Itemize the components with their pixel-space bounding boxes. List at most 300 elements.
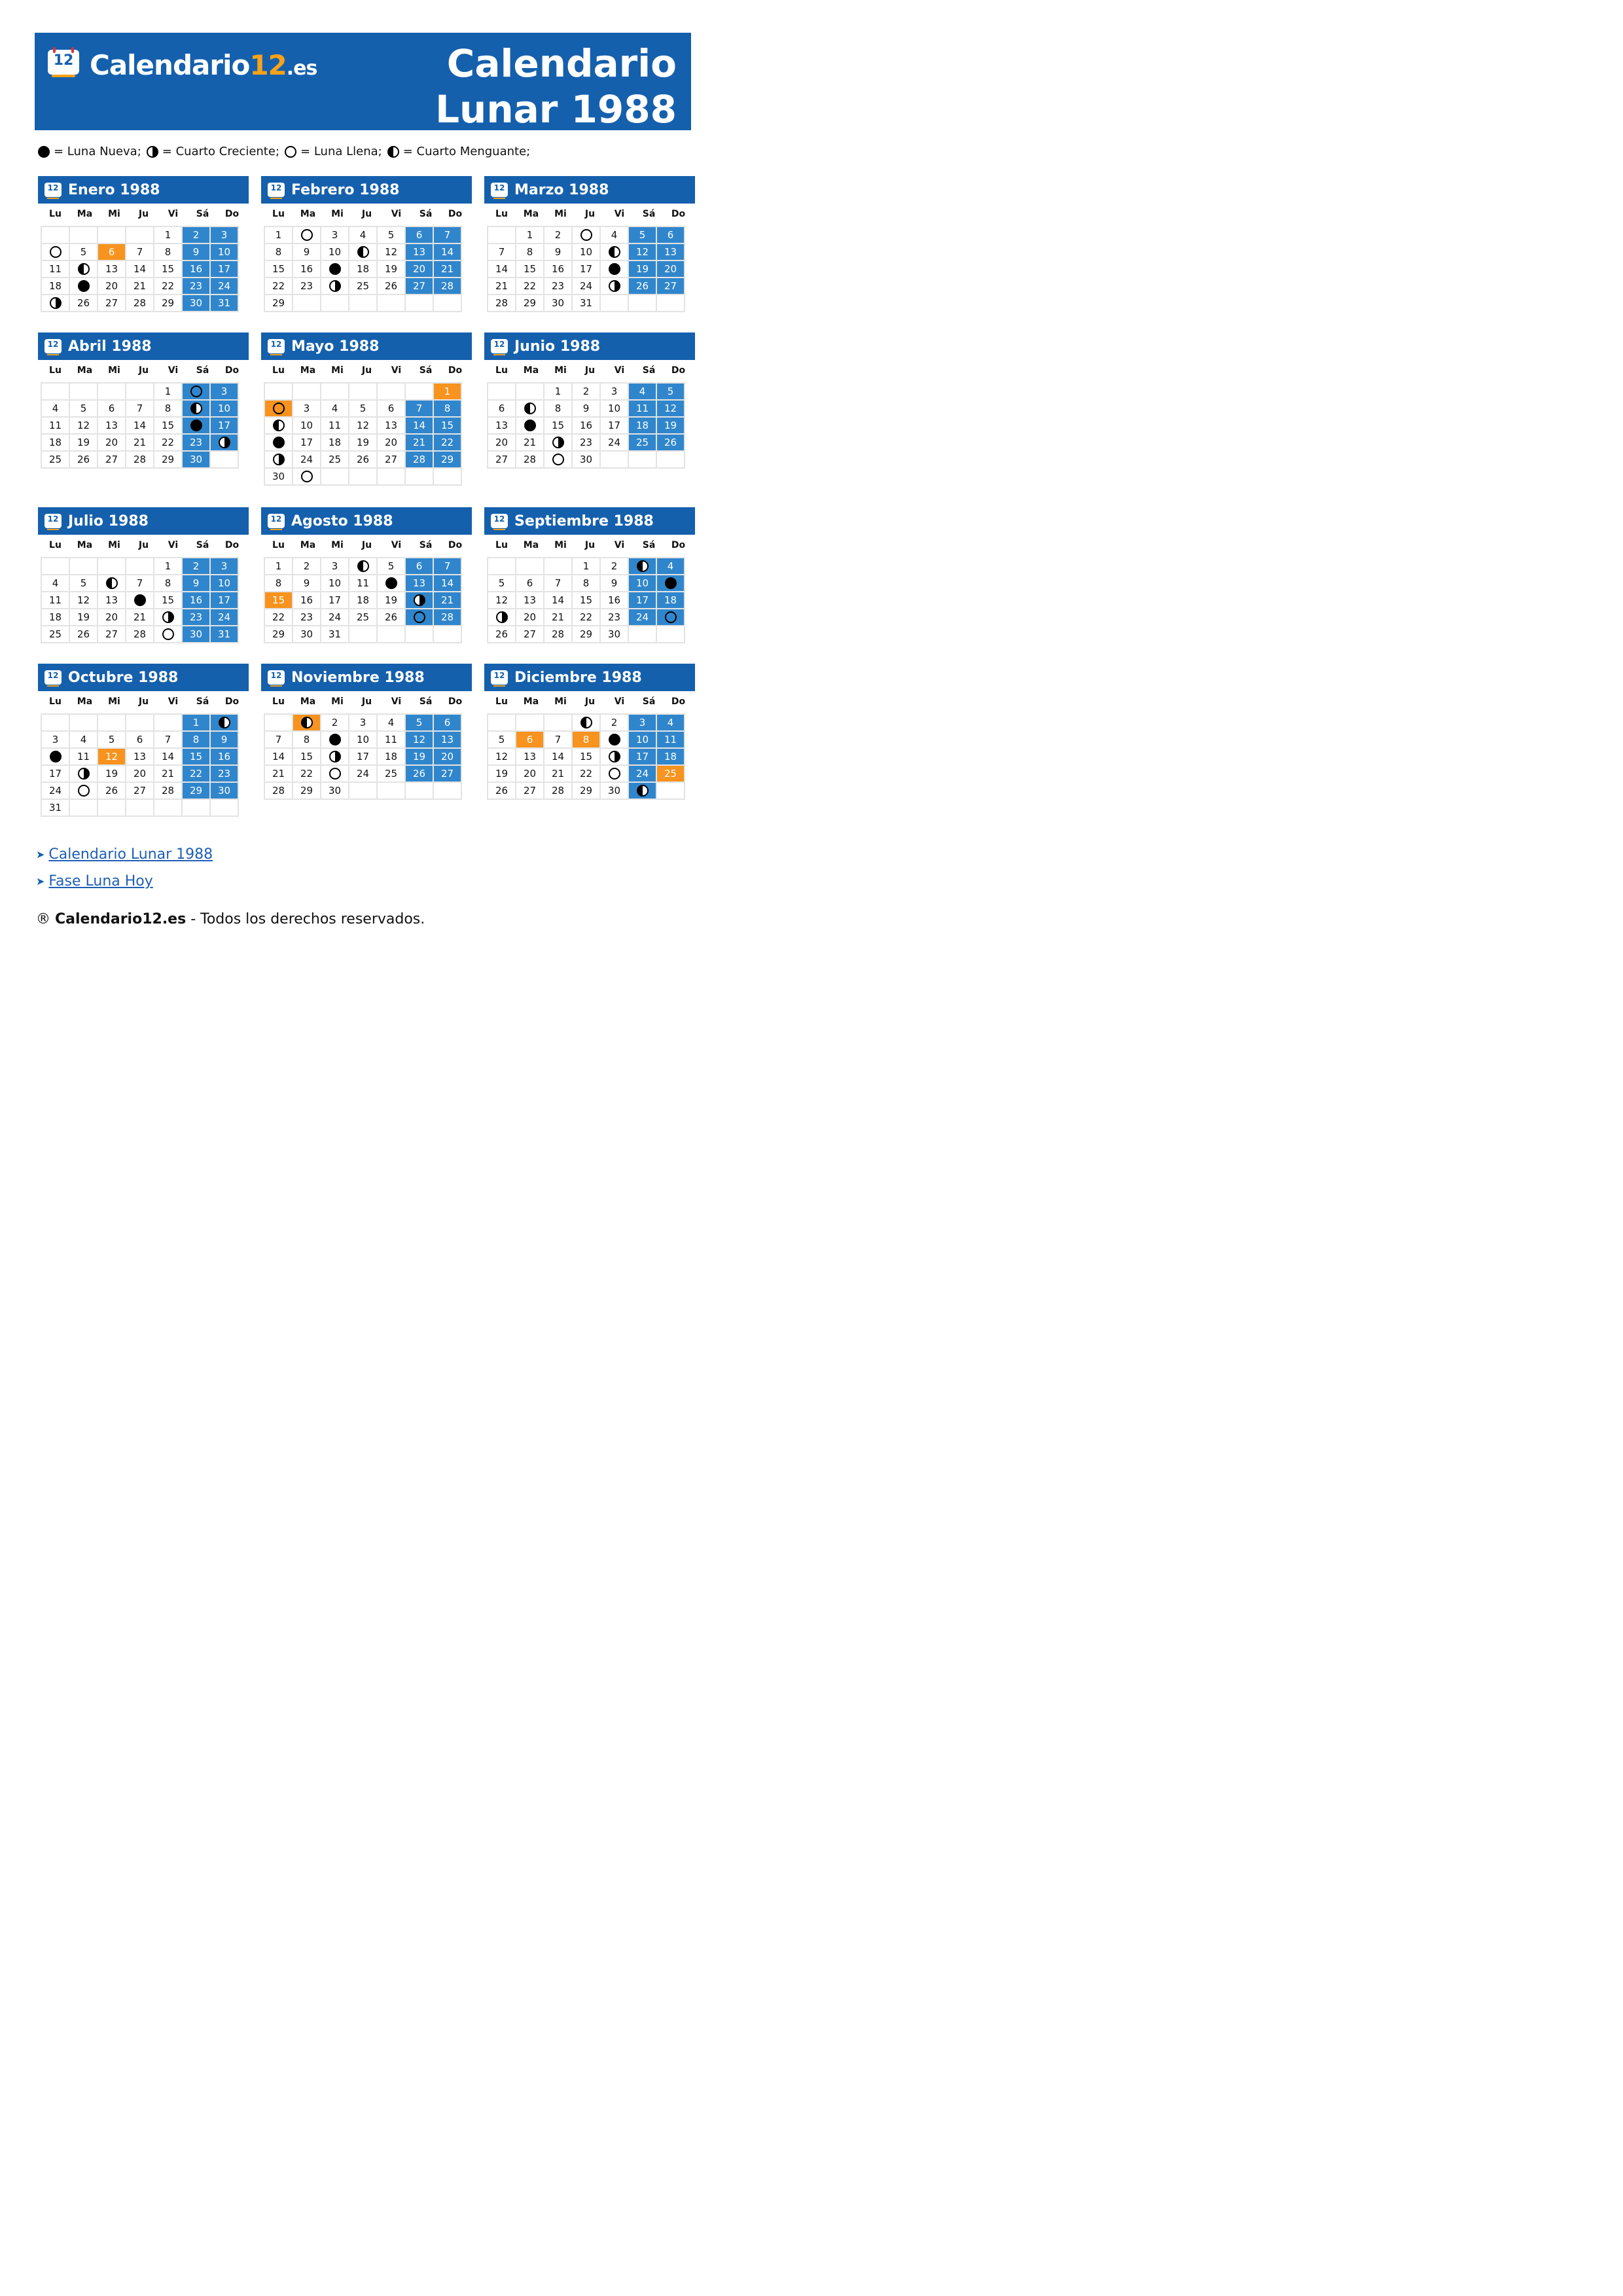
day-cell xyxy=(98,383,126,400)
day-cell: 5 xyxy=(377,226,405,243)
weekday-label: Sá xyxy=(196,540,209,550)
day-cell xyxy=(126,592,154,609)
weekday-label: Lu xyxy=(272,540,285,550)
day-cell: 12 xyxy=(69,592,98,609)
day-cell: 27 xyxy=(98,451,126,468)
day-cell: 17 xyxy=(572,260,600,278)
week-row xyxy=(41,714,238,731)
week-row xyxy=(41,558,238,575)
weekday-label: Mi xyxy=(108,540,120,550)
weekday-label: Lu xyxy=(495,365,508,376)
day-cell: 14 xyxy=(488,260,516,278)
day-cell: 5 xyxy=(349,400,377,417)
day-cell: 24 xyxy=(572,278,600,295)
day-cell xyxy=(264,714,293,731)
day-cell xyxy=(41,243,69,260)
day-cell xyxy=(41,558,69,575)
day-cell xyxy=(349,383,377,400)
day-cell: 21 xyxy=(126,278,154,295)
week-row xyxy=(41,278,238,295)
last-quarter-icon xyxy=(219,717,230,728)
day-cell: 9 xyxy=(293,575,321,592)
day-cell: 1 xyxy=(182,714,210,731)
week-row xyxy=(264,226,461,243)
day-cell xyxy=(126,799,154,816)
weekday-label: Ju xyxy=(361,540,372,550)
day-cell: 8 xyxy=(264,243,293,260)
day-cell xyxy=(488,226,516,243)
new-moon-icon xyxy=(78,280,90,292)
day-cell: 27 xyxy=(433,765,461,782)
day-cell: 14 xyxy=(433,243,461,260)
day-cell: 7 xyxy=(405,400,433,417)
first-quarter-icon xyxy=(50,297,62,309)
day-cell: 29 xyxy=(154,451,182,468)
day-cell xyxy=(600,731,628,748)
day-cell: 26 xyxy=(349,451,377,468)
weekday-label: Ma xyxy=(300,365,316,376)
day-cell: 21 xyxy=(154,765,182,782)
day-cell: 20 xyxy=(377,434,405,451)
day-cell: 24 xyxy=(321,609,349,626)
weekday-label: Vi xyxy=(614,696,625,707)
day-cell xyxy=(264,400,293,417)
day-cell xyxy=(321,748,349,765)
day-cell: 18 xyxy=(349,592,377,609)
day-cell: 30 xyxy=(182,451,210,468)
week-row xyxy=(41,417,238,434)
month-title: Agosto 1988 xyxy=(291,512,393,529)
day-cell: 11 xyxy=(41,417,69,434)
week-row xyxy=(41,765,238,782)
day-cell: 4 xyxy=(377,714,405,731)
day-cell: 10 xyxy=(349,731,377,748)
day-cell: 7 xyxy=(544,575,572,592)
day-cell xyxy=(656,451,685,468)
day-cell: 30 xyxy=(182,295,210,312)
week-row xyxy=(41,226,238,243)
day-cell: 24 xyxy=(600,434,628,451)
first-quarter-icon xyxy=(147,146,158,158)
last-quarter-icon xyxy=(387,146,399,158)
weekday-label: Ju xyxy=(138,540,149,550)
day-cell: 28 xyxy=(544,626,572,643)
day-cell: 28 xyxy=(544,782,572,799)
day-cell xyxy=(377,295,405,312)
day-cell: 6 xyxy=(516,731,544,748)
day-cell: 8 xyxy=(182,731,210,748)
day-cell: 18 xyxy=(41,434,69,451)
day-cell: 20 xyxy=(98,434,126,451)
day-cell xyxy=(600,243,628,260)
day-cell: 29 xyxy=(264,295,293,312)
weekday-label: Mi xyxy=(331,540,344,550)
day-cell: 29 xyxy=(572,782,600,799)
day-cell: 14 xyxy=(544,592,572,609)
week-row xyxy=(41,243,238,260)
new-moon-icon xyxy=(329,734,341,745)
day-cell xyxy=(69,714,98,731)
weekday-label: Ju xyxy=(584,540,596,550)
day-cell xyxy=(488,714,516,731)
day-cell: 18 xyxy=(41,609,69,626)
day-cell: 23 xyxy=(210,765,238,782)
weekday-label: Ma xyxy=(77,540,93,550)
weekday-label: Sá xyxy=(419,209,433,219)
weekday-label: Mi xyxy=(108,696,120,707)
last-quarter-icon xyxy=(637,785,649,797)
weekday-label: Vi xyxy=(391,209,402,219)
day-cell xyxy=(656,609,685,626)
day-cell: 14 xyxy=(126,417,154,434)
new-moon-icon xyxy=(329,263,341,275)
weekday-label: Lu xyxy=(49,209,62,219)
day-cell xyxy=(293,295,321,312)
new-moon-icon xyxy=(273,437,285,448)
weekday-label: Vi xyxy=(391,696,402,707)
day-cell: 13 xyxy=(656,243,685,260)
day-cell: 10 xyxy=(210,575,238,592)
day-cell: 25 xyxy=(628,434,656,451)
first-quarter-icon xyxy=(414,594,425,606)
day-cell: 30 xyxy=(182,626,210,643)
day-cell xyxy=(405,626,433,643)
day-cell: 15 xyxy=(516,260,544,278)
day-cell: 26 xyxy=(98,782,126,799)
day-cell: 12 xyxy=(656,400,685,417)
day-cell: 30 xyxy=(210,782,238,799)
day-cell: 19 xyxy=(377,260,405,278)
day-cell: 9 xyxy=(182,243,210,260)
day-cell: 8 xyxy=(433,400,461,417)
weekday-label: Ma xyxy=(300,209,316,219)
week-row xyxy=(264,592,461,609)
day-cell: 26 xyxy=(377,609,405,626)
day-cell: 12 xyxy=(349,417,377,434)
first-quarter-icon xyxy=(219,437,230,448)
month-header xyxy=(38,507,249,535)
weekday-label: Vi xyxy=(614,365,625,376)
day-cell: 23 xyxy=(182,278,210,295)
day-cell: 5 xyxy=(488,575,516,592)
day-cell: 3 xyxy=(349,714,377,731)
day-cell xyxy=(600,260,628,278)
day-cell: 8 xyxy=(154,243,182,260)
day-cell: 5 xyxy=(405,714,433,731)
day-cell: 19 xyxy=(69,434,98,451)
day-cell: 19 xyxy=(98,765,126,782)
day-cell: 4 xyxy=(600,226,628,243)
week-row xyxy=(41,592,238,609)
day-cell: 31 xyxy=(41,799,69,816)
site-logo[interactable] xyxy=(48,48,317,81)
day-cell: 18 xyxy=(349,260,377,278)
week-row xyxy=(264,468,461,485)
month-calendar xyxy=(484,332,695,469)
weekday-label: Sá xyxy=(642,696,656,707)
calendar-icon: 12 xyxy=(45,514,62,528)
weekday-label: Mi xyxy=(331,365,344,376)
day-cell: 30 xyxy=(293,626,321,643)
day-cell: 14 xyxy=(126,260,154,278)
day-cell: 16 xyxy=(600,592,628,609)
day-cell: 25 xyxy=(41,451,69,468)
day-cell xyxy=(377,383,405,400)
day-cell: 18 xyxy=(41,278,69,295)
day-cell: 13 xyxy=(488,417,516,434)
weekday-label: Do xyxy=(671,209,686,219)
calendar-icon: 12 xyxy=(268,514,285,528)
day-cell xyxy=(600,278,628,295)
day-cell: 23 xyxy=(182,434,210,451)
day-cell: 25 xyxy=(349,609,377,626)
weekday-label: Lu xyxy=(49,696,62,707)
day-cell: 1 xyxy=(154,383,182,400)
day-cell: 26 xyxy=(628,278,656,295)
weekday-label: Mi xyxy=(554,540,567,550)
day-cell: 23 xyxy=(572,434,600,451)
day-cell xyxy=(210,799,238,816)
weekday-label: Mi xyxy=(108,209,120,219)
day-cell: 26 xyxy=(69,626,98,643)
week-row xyxy=(488,417,685,434)
month-header xyxy=(38,176,249,204)
new-moon-icon xyxy=(385,577,397,589)
day-cell: 16 xyxy=(293,592,321,609)
link-fase-luna-hoy[interactable]: Fase Luna Hoy xyxy=(48,873,153,889)
day-cell: 27 xyxy=(488,451,516,468)
weekday-label: Do xyxy=(448,696,463,707)
day-cell xyxy=(41,383,69,400)
month-calendar xyxy=(484,664,695,800)
day-cell: 16 xyxy=(293,260,321,278)
weekday-label: Lu xyxy=(49,540,62,550)
day-cell: 22 xyxy=(293,765,321,782)
day-cell: 20 xyxy=(516,765,544,782)
logo-text: Calendario12.es xyxy=(90,48,317,81)
day-cell: 23 xyxy=(293,609,321,626)
day-cell: 27 xyxy=(405,278,433,295)
day-cell: 22 xyxy=(572,609,600,626)
day-cell xyxy=(98,575,126,592)
week-row xyxy=(488,626,685,643)
day-cell: 20 xyxy=(433,748,461,765)
weekday-label: Ma xyxy=(77,696,93,707)
month-header xyxy=(484,176,695,204)
day-cell: 22 xyxy=(154,434,182,451)
day-cell: 15 xyxy=(433,417,461,434)
day-cell: 28 xyxy=(488,295,516,312)
day-cell: 13 xyxy=(126,748,154,765)
day-cell: 30 xyxy=(544,295,572,312)
week-row xyxy=(488,714,685,731)
first-quarter-icon xyxy=(162,611,174,623)
day-cell: 6 xyxy=(98,243,126,260)
day-cell: 13 xyxy=(405,243,433,260)
weekday-label: Vi xyxy=(391,365,402,376)
week-row xyxy=(41,609,238,626)
day-cell xyxy=(264,417,293,434)
day-cell: 3 xyxy=(210,226,238,243)
day-cell: 13 xyxy=(433,731,461,748)
week-row xyxy=(41,575,238,592)
day-cell: 3 xyxy=(293,400,321,417)
calendar-icon: 12 xyxy=(491,670,508,685)
day-cell: 22 xyxy=(182,765,210,782)
month-calendar xyxy=(261,664,472,800)
day-cell: 8 xyxy=(516,243,544,260)
day-cell xyxy=(349,626,377,643)
day-cell: 4 xyxy=(69,731,98,748)
weekday-label: Sá xyxy=(419,540,433,550)
new-moon-icon xyxy=(524,420,536,431)
day-cell: 1 xyxy=(544,383,572,400)
day-cell: 22 xyxy=(516,278,544,295)
day-cell xyxy=(656,575,685,592)
day-cell: 19 xyxy=(349,434,377,451)
day-cell: 4 xyxy=(41,400,69,417)
day-cell xyxy=(405,782,433,799)
day-cell: 15 xyxy=(572,592,600,609)
day-cell: 14 xyxy=(154,748,182,765)
week-row xyxy=(488,383,685,400)
weekday-label: Mi xyxy=(554,209,567,219)
day-cell xyxy=(69,782,98,799)
last-quarter-icon xyxy=(357,246,369,258)
week-row xyxy=(488,295,685,312)
day-cell xyxy=(405,609,433,626)
day-cell xyxy=(405,468,433,485)
new-moon-icon xyxy=(665,577,677,589)
weekday-label: Ju xyxy=(584,209,596,219)
weekday-label: Sá xyxy=(196,696,209,707)
day-cell: 24 xyxy=(293,451,321,468)
week-row xyxy=(264,243,461,260)
last-quarter-icon xyxy=(273,420,285,431)
full-moon-icon xyxy=(580,229,592,241)
day-cell: 12 xyxy=(488,592,516,609)
day-cell xyxy=(488,558,516,575)
day-cell: 23 xyxy=(293,278,321,295)
day-cell: 10 xyxy=(572,243,600,260)
month-grid xyxy=(264,713,462,800)
day-cell: 21 xyxy=(433,260,461,278)
week-row xyxy=(488,451,685,468)
weekday-header xyxy=(484,365,695,376)
day-cell: 28 xyxy=(516,451,544,468)
weekday-label: Lu xyxy=(49,365,62,376)
full-moon-icon xyxy=(665,611,677,623)
month-calendar xyxy=(261,176,472,312)
weekday-label: Vi xyxy=(391,540,402,550)
last-quarter-icon xyxy=(78,263,90,275)
day-cell: 28 xyxy=(126,295,154,312)
day-cell xyxy=(264,451,293,468)
weekday-label: Sá xyxy=(196,365,209,376)
day-cell: 10 xyxy=(628,731,656,748)
weekday-header xyxy=(484,696,695,707)
day-cell xyxy=(600,451,628,468)
day-cell: 4 xyxy=(41,575,69,592)
calendar-icon: 12 xyxy=(45,339,62,353)
day-cell xyxy=(377,468,405,485)
day-cell xyxy=(154,799,182,816)
weekday-label: Vi xyxy=(614,209,625,219)
weekday-label: Do xyxy=(224,365,240,376)
calendar-icon: 12 xyxy=(268,183,285,197)
day-cell: 15 xyxy=(264,260,293,278)
day-cell: 24 xyxy=(41,782,69,799)
day-cell: 4 xyxy=(656,558,685,575)
day-cell: 5 xyxy=(377,558,405,575)
link-calendario-lunar[interactable]: Calendario Lunar 1988 xyxy=(48,846,213,863)
day-cell: 27 xyxy=(656,278,685,295)
weekday-label: Lu xyxy=(495,696,508,707)
day-cell: 15 xyxy=(544,417,572,434)
week-row xyxy=(264,451,461,468)
day-cell: 27 xyxy=(516,782,544,799)
weekday-label: Mi xyxy=(331,209,344,219)
day-cell: 2 xyxy=(572,383,600,400)
day-cell xyxy=(154,714,182,731)
full-moon-icon xyxy=(78,785,90,797)
week-row xyxy=(264,748,461,765)
day-cell: 29 xyxy=(293,782,321,799)
day-cell xyxy=(293,226,321,243)
day-cell: 13 xyxy=(98,592,126,609)
day-cell: 6 xyxy=(98,400,126,417)
day-cell: 8 xyxy=(154,575,182,592)
first-quarter-icon xyxy=(329,751,341,762)
day-cell xyxy=(349,558,377,575)
day-cell xyxy=(321,260,349,278)
day-cell: 17 xyxy=(293,434,321,451)
weekday-label: Sá xyxy=(196,209,209,219)
week-row xyxy=(488,575,685,592)
day-cell: 11 xyxy=(377,731,405,748)
day-cell: 13 xyxy=(516,748,544,765)
weekday-label: Ma xyxy=(523,696,539,707)
day-cell: 3 xyxy=(628,714,656,731)
new-moon-icon xyxy=(38,146,50,158)
day-cell: 12 xyxy=(69,417,98,434)
week-row xyxy=(41,383,238,400)
day-cell xyxy=(656,782,685,799)
day-cell: 28 xyxy=(264,782,293,799)
month-grid xyxy=(487,713,685,800)
month-title: Junio 1988 xyxy=(514,338,601,355)
day-cell xyxy=(628,626,656,643)
day-cell: 7 xyxy=(126,400,154,417)
day-cell xyxy=(321,468,349,485)
day-cell xyxy=(405,295,433,312)
day-cell xyxy=(69,765,98,782)
day-cell: 14 xyxy=(405,417,433,434)
day-cell xyxy=(293,714,321,731)
day-cell: 19 xyxy=(628,260,656,278)
weekday-label: Ma xyxy=(77,365,93,376)
month-calendar xyxy=(38,664,249,817)
month-grid xyxy=(487,382,685,469)
month-title: Diciembre 1988 xyxy=(514,669,642,686)
week-row xyxy=(264,434,461,451)
weekday-header xyxy=(261,209,472,219)
weekday-label: Ju xyxy=(138,209,149,219)
day-cell: 14 xyxy=(544,748,572,765)
full-moon-icon xyxy=(285,146,296,158)
day-cell xyxy=(182,400,210,417)
day-cell: 7 xyxy=(264,731,293,748)
